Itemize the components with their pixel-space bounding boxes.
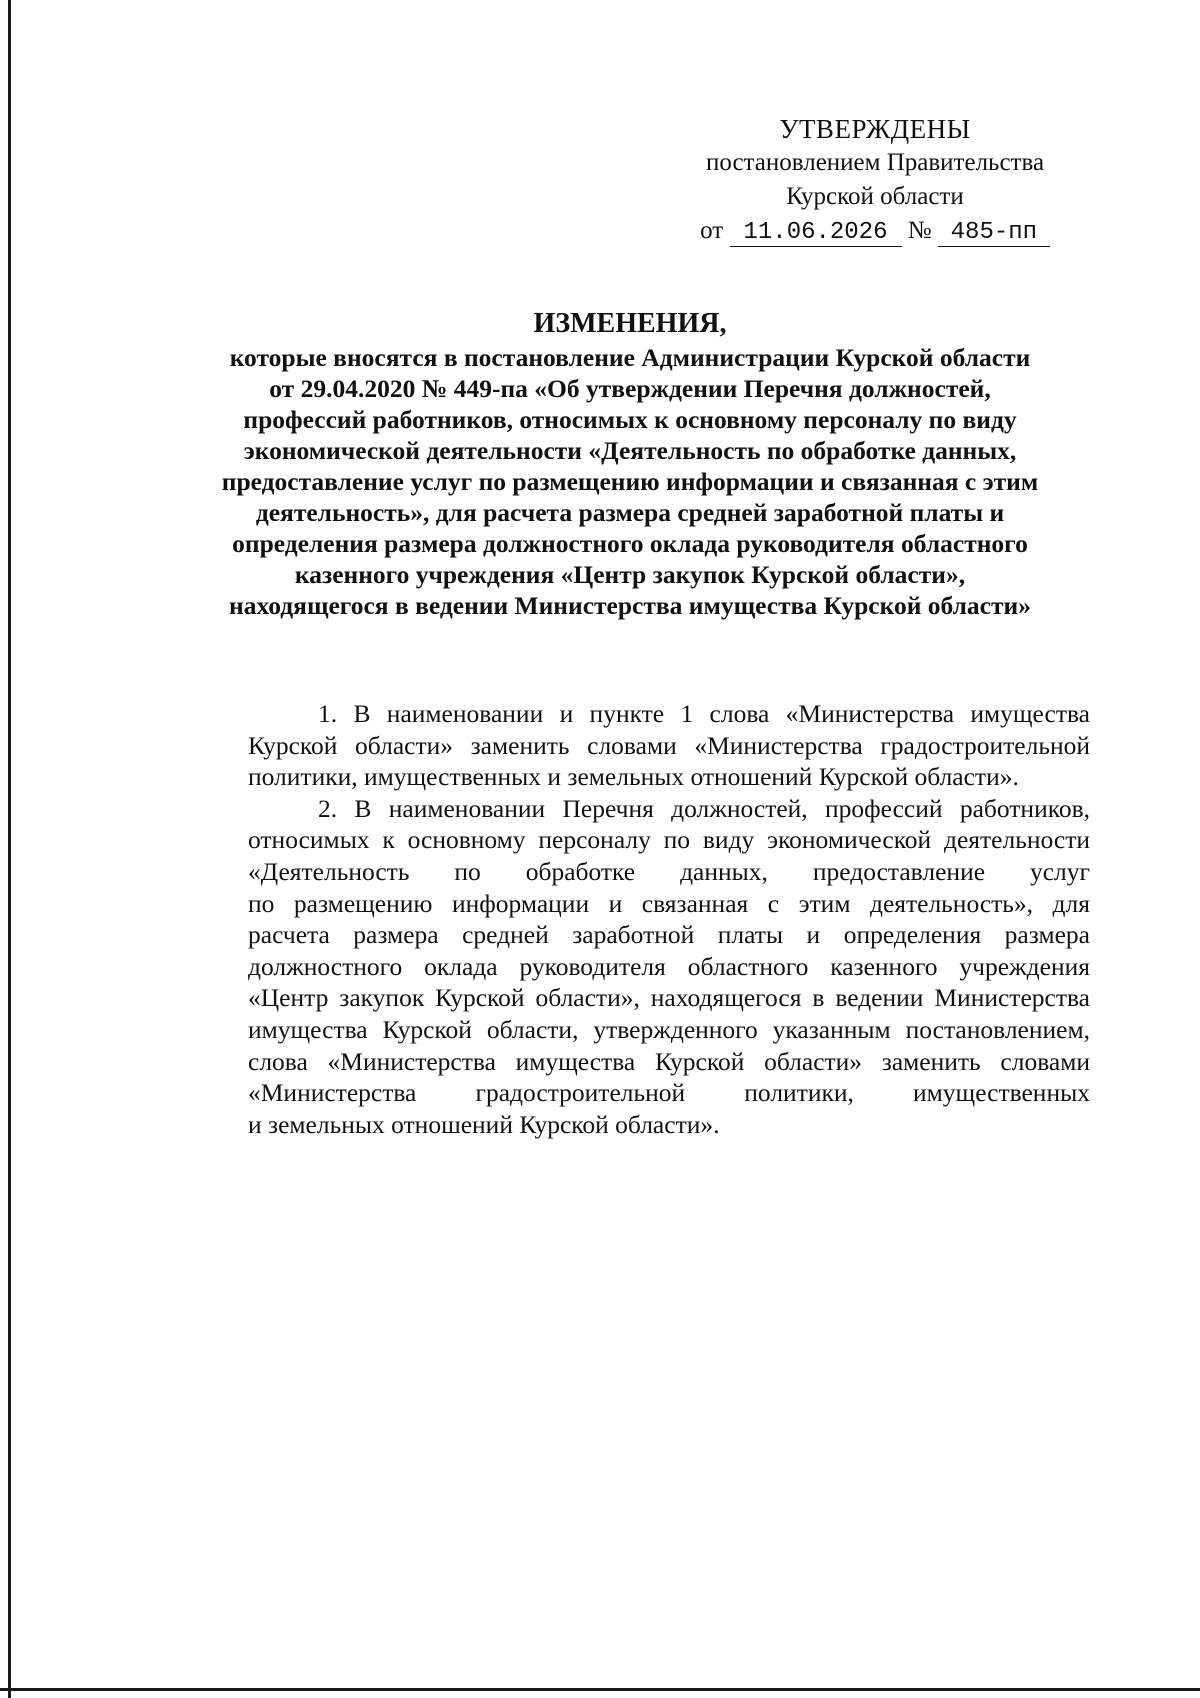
heading-line: профессий работников, относимых к основному персоналу по виду bbox=[243, 405, 1017, 434]
heading-line: казенного учреждения «Центр закупок Курской области», bbox=[294, 560, 966, 589]
heading-line: находящегося в ведении Министерства имущества Курской области» bbox=[229, 591, 1031, 620]
paragraph-line: Курской области» заменить словами «Министерства градостроительной bbox=[248, 730, 1090, 760]
document-title: ИЗМЕНЕНИЯ, bbox=[533, 308, 727, 339]
approval-line-2: Курской области bbox=[786, 183, 964, 210]
paragraph-line: 1. В наименовании и пункте 1 слова «Министерства имущества bbox=[318, 699, 1090, 728]
paragraph-line: «Центр закупок Курской области», находящегося в ведении Министерства bbox=[248, 983, 1090, 1013]
approval-stamp-block bbox=[640, 112, 1110, 248]
approval-title: УТВЕРЖДЕНЫ bbox=[779, 114, 971, 144]
paragraph-line: «Деятельность по обработке данных, предоставление услуг bbox=[248, 856, 1090, 886]
heading-line: предоставление услуг по размещению информации и связанная с этим bbox=[221, 467, 1039, 496]
paragraph-line: и земельных отношений Курской области». bbox=[248, 1109, 720, 1139]
approval-date: 11.06.2026 bbox=[730, 220, 902, 247]
heading-line: экономической деятельности «Деятельность по обработке данных, bbox=[243, 436, 1017, 465]
approval-dateline bbox=[640, 214, 1110, 248]
paragraph-2 bbox=[178, 793, 1090, 1141]
approval-number: 485-пп bbox=[938, 220, 1050, 247]
document-heading bbox=[170, 306, 1090, 621]
scan-left-edge bbox=[8, 0, 11, 1698]
paragraph-line: «Министерства градостроительной политики, имущественных bbox=[248, 1078, 1090, 1108]
approval-line-1: постановлением Правительства bbox=[705, 149, 1045, 176]
paragraph-line: расчета размера средней заработной платы и определения размера bbox=[248, 920, 1090, 950]
paragraph-line: имущества Курской области, утвержденного указанным постановлением, bbox=[248, 1014, 1090, 1044]
paragraph-line: 2. В наименовании Перечня должностей, профессий работников, bbox=[318, 793, 1090, 823]
heading-line: определения размера должностного оклада руководителя областного bbox=[232, 529, 1028, 558]
paragraph-line: политики, имущественных и земельных отношений Курской области». bbox=[248, 762, 1019, 792]
paragraph-line: относимых к основному персоналу по виду экономической деятельности bbox=[248, 825, 1090, 855]
paragraph-line: должностного оклада руководителя областного казенного учреждения bbox=[248, 951, 1090, 981]
heading-line: которые вносятся в постановление Администрации Курской области bbox=[229, 343, 1031, 372]
paragraph-line: слова «Министерства имущества Курской области» заменить словами bbox=[248, 1046, 1090, 1076]
paragraph-line: по размещению информации и связанная с этим деятельность», для bbox=[248, 888, 1090, 918]
heading-line: деятельность», для расчета размера средней заработной платы и bbox=[255, 498, 1005, 527]
document-body bbox=[178, 698, 1090, 1140]
scan-bottom-edge bbox=[0, 1688, 1200, 1691]
number-prefix: № bbox=[907, 217, 932, 244]
heading-line: от 29.04.2020 № 449-па «Об утверждении Перечня должностей, bbox=[269, 374, 991, 403]
paragraph-1 bbox=[178, 698, 1090, 793]
date-prefix: от bbox=[700, 217, 724, 244]
